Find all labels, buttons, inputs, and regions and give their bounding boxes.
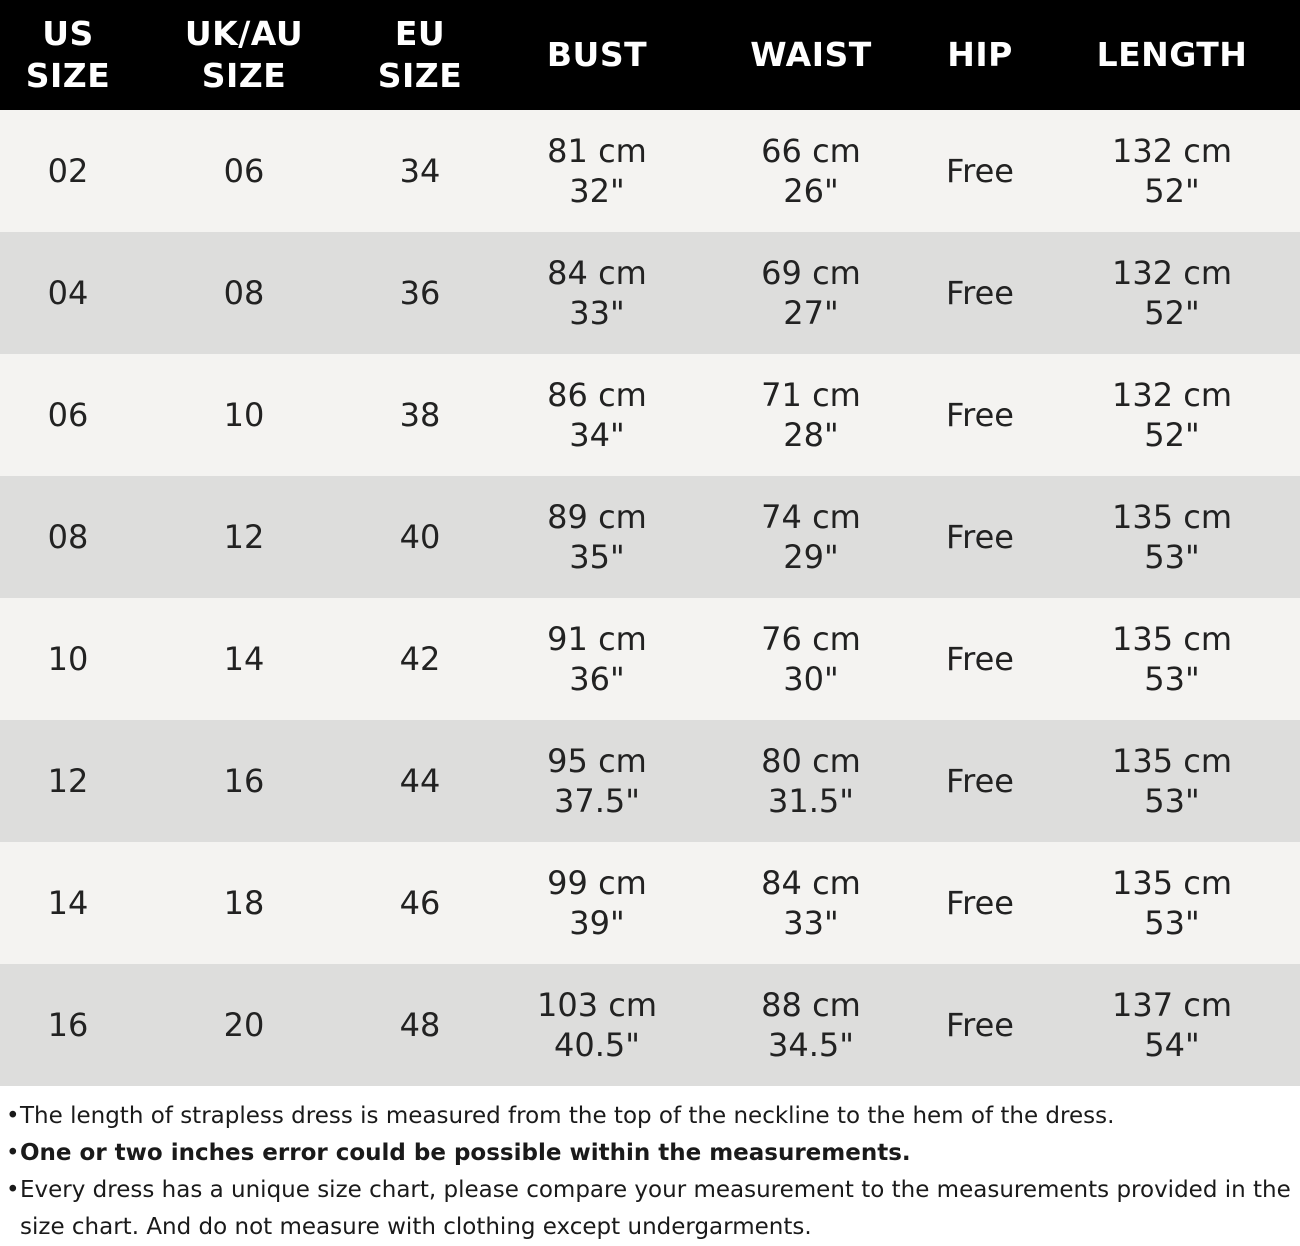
cell-uk-au-size: 20 xyxy=(223,1006,265,1044)
cell-uk-au-size: 16 xyxy=(223,762,265,800)
note-text: The length of strapless dress is measured from the top of the neckline to the hem of the dress. xyxy=(20,1103,1115,1129)
bullet-icon: • xyxy=(6,1177,20,1203)
cell-uk-au-size: 06 xyxy=(223,152,265,190)
cell-eu-size: 40 xyxy=(399,518,441,556)
note-text: Every dress has a unique size chart, please compare your measurement to the measurements provided in the size chart. And do not measure with clothing except undergarments. xyxy=(20,1177,1291,1240)
cell-us-size: 08 xyxy=(47,518,89,556)
cell-eu-size: 46 xyxy=(399,884,441,922)
table-row xyxy=(0,842,1300,964)
cell-length: 132 cm 52" xyxy=(1111,132,1232,210)
cell-bust: 84 cm 33" xyxy=(547,254,647,332)
cell-waist: 76 cm 30" xyxy=(761,620,861,698)
cell-length: 137 cm 54" xyxy=(1111,986,1232,1064)
cell-length: 135 cm 53" xyxy=(1111,498,1232,576)
cell-us-size: 06 xyxy=(47,396,89,434)
cell-bust: 91 cm 36" xyxy=(547,620,647,698)
cell-waist: 66 cm 26" xyxy=(761,132,861,210)
cell-uk-au-size: 08 xyxy=(223,274,265,312)
header-waist: WAIST xyxy=(750,35,872,74)
header-hip: HIP xyxy=(947,35,1013,74)
cell-eu-size: 48 xyxy=(399,1006,441,1044)
cell-eu-size: 36 xyxy=(399,274,441,312)
header-eu-size: EU SIZE xyxy=(377,14,463,95)
header-us-size: US SIZE xyxy=(25,14,111,95)
cell-eu-size: 38 xyxy=(399,396,441,434)
cell-hip: Free xyxy=(946,1006,1014,1044)
cell-eu-size: 44 xyxy=(399,762,441,800)
cell-uk-au-size: 12 xyxy=(223,518,265,556)
table-row xyxy=(0,476,1300,598)
cell-bust: 86 cm 34" xyxy=(547,376,647,454)
cell-eu-size: 34 xyxy=(399,152,441,190)
cell-uk-au-size: 10 xyxy=(223,396,265,434)
cell-length: 135 cm 53" xyxy=(1111,864,1232,942)
cell-us-size: 10 xyxy=(47,640,89,678)
cell-bust: 99 cm 39" xyxy=(547,864,647,942)
cell-hip: Free xyxy=(946,762,1014,800)
cell-hip: Free xyxy=(946,396,1014,434)
cell-waist: 80 cm 31.5" xyxy=(761,742,861,820)
bullet-icon: • xyxy=(6,1103,20,1129)
cell-waist: 69 cm 27" xyxy=(761,254,861,332)
cell-bust: 89 cm 35" xyxy=(547,498,647,576)
cell-waist: 84 cm 33" xyxy=(761,864,861,942)
note-item xyxy=(6,1135,1300,1172)
note-item xyxy=(6,1098,1300,1135)
cell-us-size: 04 xyxy=(47,274,89,312)
header-uk-au-size: UK/AU SIZE xyxy=(184,14,304,95)
header-bust: BUST xyxy=(546,35,648,74)
cell-length: 132 cm 52" xyxy=(1111,254,1232,332)
cell-us-size: 02 xyxy=(47,152,89,190)
cell-waist: 71 cm 28" xyxy=(761,376,861,454)
note-text: One or two inches error could be possible within the measurements. xyxy=(20,1140,911,1166)
cell-length: 135 cm 53" xyxy=(1111,620,1232,698)
table-row xyxy=(0,354,1300,476)
cell-us-size: 16 xyxy=(47,1006,89,1044)
cell-eu-size: 42 xyxy=(399,640,441,678)
cell-hip: Free xyxy=(946,274,1014,312)
table-row xyxy=(0,598,1300,720)
table-row xyxy=(0,964,1300,1086)
cell-hip: Free xyxy=(946,884,1014,922)
cell-uk-au-size: 18 xyxy=(223,884,265,922)
cell-length: 135 cm 53" xyxy=(1111,742,1232,820)
table-header xyxy=(0,0,1300,110)
cell-waist: 88 cm 34.5" xyxy=(761,986,861,1064)
cell-bust: 103 cm 40.5" xyxy=(536,986,657,1064)
notes-section xyxy=(0,1086,1300,1246)
table-row xyxy=(0,720,1300,842)
cell-us-size: 12 xyxy=(47,762,89,800)
cell-bust: 95 cm 37.5" xyxy=(547,742,647,820)
header-length: LENGTH xyxy=(1096,35,1248,74)
cell-length: 132 cm 52" xyxy=(1111,376,1232,454)
cell-hip: Free xyxy=(946,640,1014,678)
cell-hip: Free xyxy=(946,152,1014,190)
cell-bust: 81 cm 32" xyxy=(547,132,647,210)
cell-waist: 74 cm 29" xyxy=(761,498,861,576)
table-row xyxy=(0,232,1300,354)
table-row xyxy=(0,110,1300,232)
bullet-icon: • xyxy=(6,1140,20,1166)
cell-hip: Free xyxy=(946,518,1014,556)
cell-us-size: 14 xyxy=(47,884,89,922)
cell-uk-au-size: 14 xyxy=(223,640,265,678)
note-item xyxy=(6,1172,1300,1246)
